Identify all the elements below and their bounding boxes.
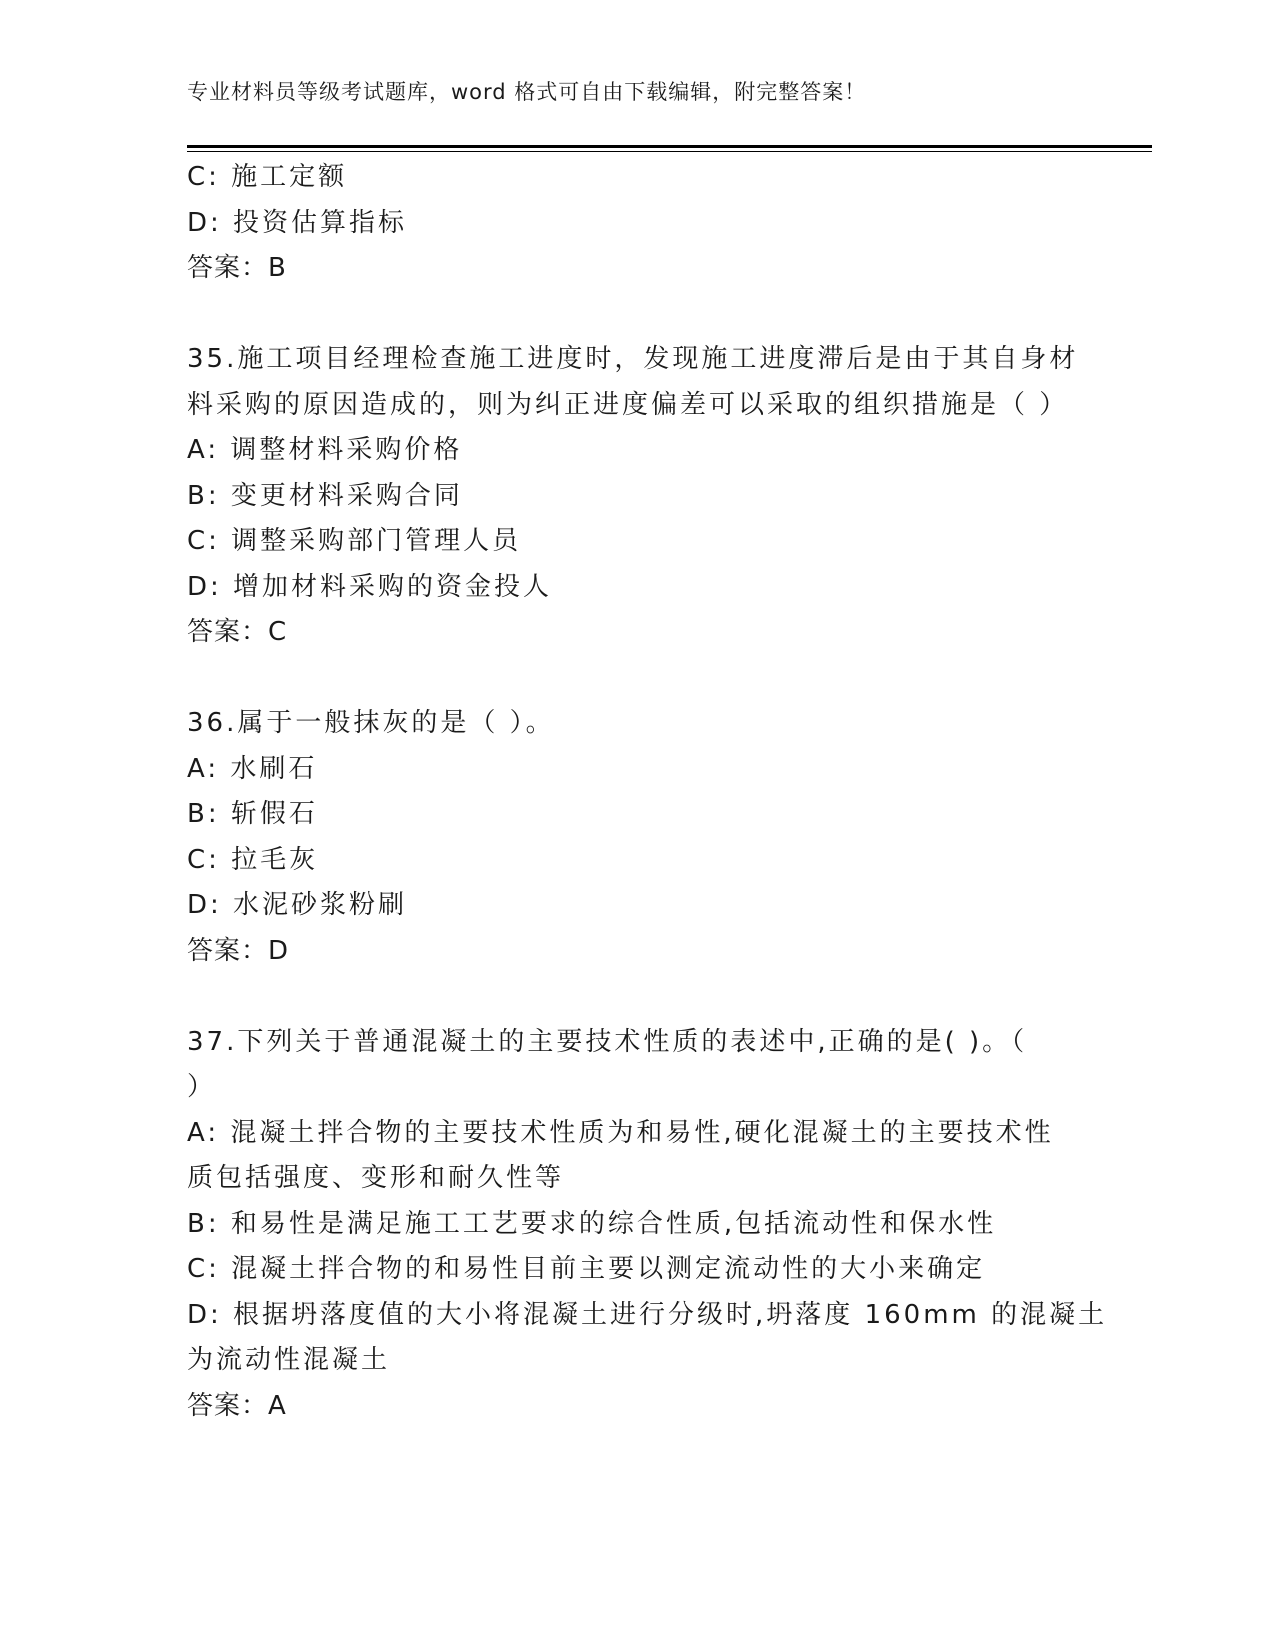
option-d: D: 根据坍落度值的大小将混凝土进行分级时,坍落度 160mm 的混凝土 <box>187 1299 1108 1330</box>
spacer <box>187 656 1087 702</box>
answer-line: 答案：A <box>187 1390 287 1421</box>
page-header: 专业材料员等级考试题库，word 格式可自由下载编辑，附完整答案！ <box>187 80 867 104</box>
option-c: C: 调整采购部门管理人员 <box>187 526 522 556</box>
question-35 <box>187 337 1087 656</box>
spacer <box>187 292 1087 338</box>
header-rule-thick <box>187 145 1152 148</box>
question-stem-line: 35.施工项目经理检查施工进度时，发现施工进度滞后是由于其自身材 <box>187 344 1079 374</box>
option-a: A: 调整材料采购价格 <box>187 435 463 465</box>
option-c: C: 混凝土拌合物的和易性目前主要以测定流动性的大小来确定 <box>187 1254 986 1284</box>
option-c: C: 施工定额 <box>187 162 348 192</box>
header-rule-thin <box>187 151 1152 152</box>
option-d: D: 增加材料采购的资金投人 <box>187 571 553 602</box>
option-c: C: 拉毛灰 <box>187 844 319 875</box>
option-b: B: 斩假石 <box>187 799 318 829</box>
option-b: B: 和易性是满足施工工艺要求的综合性质,包括流动性和保水性 <box>187 1208 997 1239</box>
option-a-continued: 质包括强度、变形和耐久性等 <box>187 1163 565 1193</box>
answer-line: 答案：B <box>187 253 287 283</box>
option-a: A: 混凝土拌合物的主要技术性质为和易性,硬化混凝土的主要技术性 <box>187 1117 1054 1148</box>
question-37 <box>187 1020 1108 1430</box>
question-fragment <box>187 155 1087 292</box>
question-stem-line: 36.属于一般抹灰的是（ ）。 <box>187 708 555 738</box>
option-d: D: 投资估算指标 <box>187 207 408 238</box>
option-a: A: 水刷石 <box>187 753 318 784</box>
question-stem-line: 37.下列关于普通混凝土的主要技术性质的表述中,正确的是( )。（ <box>187 1026 1028 1057</box>
option-d: D: 水泥砂浆粉刷 <box>187 890 408 920</box>
option-d-continued: 为流动性混凝土 <box>187 1345 391 1375</box>
answer-line: 答案：C <box>187 617 288 647</box>
option-b: B: 变更材料采购合同 <box>187 480 463 511</box>
question-36 <box>187 701 1087 974</box>
spacer <box>187 974 1087 1020</box>
answer-line: 答案：D <box>187 935 290 966</box>
question-stem-line: 料采购的原因造成的，则为纠正进度偏差可以采取的组织措施是（ ） <box>187 389 1069 420</box>
question-content <box>187 155 1108 1429</box>
question-stem-line: ） <box>187 1072 217 1102</box>
